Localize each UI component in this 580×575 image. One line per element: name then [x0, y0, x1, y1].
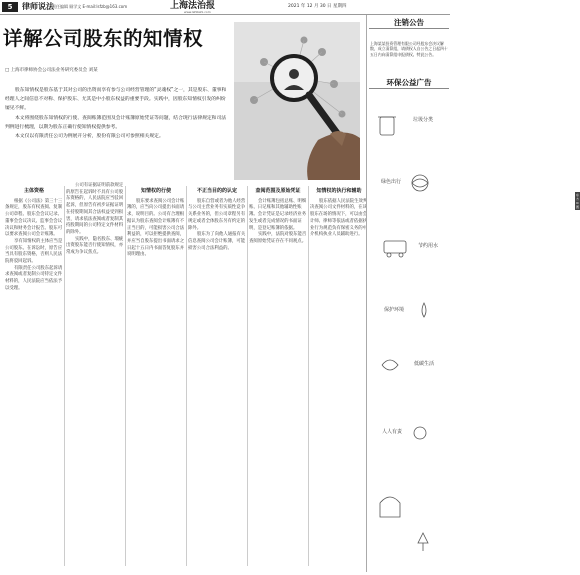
sun-icon	[414, 427, 426, 439]
subheading: 主体资格	[23, 188, 44, 194]
subheading: 知情权的行使	[140, 188, 171, 194]
article-column	[5, 183, 63, 293]
article-column	[127, 183, 185, 259]
column-rule	[186, 186, 187, 566]
article-column	[188, 183, 246, 252]
column-rule	[247, 186, 248, 566]
article-column	[310, 183, 368, 239]
ad-caption: 保护环境	[383, 307, 404, 313]
column-rule	[125, 186, 126, 566]
public-service-ads	[370, 103, 449, 571]
section-name: 律师说法	[22, 2, 54, 11]
column-rule	[64, 186, 65, 566]
page-header	[0, 0, 450, 15]
trash-bin-icon	[380, 117, 394, 135]
water-drop-icon	[422, 303, 426, 317]
editor-line: 责任编辑 顾学文 E-mail:lsfzb@163.com	[52, 4, 128, 9]
subheading: 查阅范围及原始凭证	[255, 188, 301, 194]
notice-heading: 注销公告	[369, 17, 449, 29]
globe-icon	[412, 175, 428, 191]
lead-paragraph: 本文将围绕股东知情权的行使、查阅账簿范围及会计账簿原始凭证等问题，结合现行法律规定和司法判例进行梳理，以期为股东正确行使知情权提供参考。	[5, 115, 227, 130]
article-column	[249, 183, 307, 246]
body-paragraph: 享有知情权的主体应当是公司股东。在诉讼时，原告应当具有股东资格，否则人民法院将驳回起诉。	[5, 238, 63, 265]
ad-caption: 低碳生活	[413, 361, 434, 367]
ad-caption: 绿色出行	[380, 179, 401, 185]
subheading: 知情权的执行和辅助	[316, 188, 362, 194]
leaf-icon	[382, 360, 398, 370]
page-number: 5	[2, 2, 18, 12]
article-lead	[5, 86, 230, 141]
magnifier-network-illustration	[234, 22, 360, 180]
photo-caption: 东方IC 图	[576, 193, 580, 209]
house-icon	[380, 497, 400, 517]
body-paragraph: 公司有证据证明前款规定的原告在起诉时不具有公司股东资格的，人民法院应当驳回起诉，但原告有初步证据证明在持股期间其合法权益受到损害，请求依法查阅或者复制其持股期间的公司特定文件材料的除外。	[66, 183, 124, 235]
sidebar	[366, 15, 451, 572]
lead-paragraph: 股东知情权是股东基于其对公司的出资而享有参与公司经营管理的“灵魂权”之一，其是股东、董事和经理人之间信息不对称、保护股东、尤其是中小股东权益的重要手段。实践中，因股东知情权引发的纠纷屡见不鲜。	[5, 88, 227, 112]
ad-caption: 人人有责	[381, 429, 402, 435]
body-paragraph: 实践中，法院对股东能否查阅原始凭证存在不同观点。	[249, 232, 307, 244]
body-paragraph: 股东自营或者为他人经营与公司主营业务有实质性竞争关系业务的，但公司章程另有规定或者全体股东另有约定的除外。	[188, 198, 246, 231]
body-paragraph: 有限责任公司股东起诉请求查阅或者复制公司特定文件材料的，人民法院应当依法予以受理。	[5, 265, 63, 291]
ad-caption: 节约用水	[417, 243, 438, 249]
ads-doodles	[370, 103, 449, 571]
masthead-url: www.lsfzbshl.com	[184, 10, 211, 14]
body-paragraph: 会计账簿包括总账、明细账、日记账和其他辅助性账簿。会计凭证是记录经济业务发生或者完成情况的书面证明，是登记账簿的依据。	[249, 198, 307, 231]
body-paragraph: 股东为了向他人通报有关信息查阅公司会计账簿，可能损害公司合法利益的。	[188, 232, 246, 251]
subheading: 不正当目的的认定	[196, 188, 237, 194]
article-byline: □ 上海市律师协会公司法业务研究委员会 刘某	[5, 68, 98, 73]
ads-heading: 环保公益广告	[369, 77, 449, 89]
column-rule	[308, 186, 309, 566]
article-column	[66, 183, 124, 257]
body-paragraph: 股东依据人民法院生效判决查阅公司文件材料的，在该股东在场的情况下，可以由会计师、律师等依法或者依据执业行为规范负有保密义务的中介机构执业人员辅助进行。	[310, 198, 368, 238]
tree-icon	[418, 533, 428, 543]
body-paragraph: 根据《公司法》第三十三条规定，股东有权查阅、复制公司章程、股东会会议记录、董事会会议决议、监事会会议决议和财务会计报告。股东可以要求查阅公司会计账簿。	[5, 198, 63, 238]
ad-caption: 垃圾分类	[412, 117, 433, 123]
bus-icon	[384, 241, 406, 253]
masthead: 上海法治报	[170, 1, 216, 11]
body-paragraph: 实践中，隐名股东、瑕疵出资股东能否行使知情权，亦常成为争议焦点。	[66, 236, 124, 256]
article-title: 详解公司股东的知情权	[3, 27, 204, 50]
weekday: 星期四	[333, 4, 347, 9]
notice-text: 上海某某投资管理有限公司经股东会决议解散，成立清算组，请债权人自公告之日起四十五日内向清算组申报债权。特此公告。	[370, 41, 448, 57]
body-paragraph: 股东要求查阅公司会计账簿的，应当向公司提出书面请求，说明目的。公司有合理根据认为股东查阅会计账簿有不正当目的，可能损害公司合法利益的，可以拒绝提供查阅，并应当自股东提出书面请求之日起十五日内书面答复股东并说明理由。	[127, 198, 185, 258]
issue-date: 2021 年 12 月 30 日	[288, 4, 332, 9]
lead-paragraph: 本文仅以有限责任公司为例展开分析，股份有限公司可参照相关规定。	[15, 134, 164, 140]
